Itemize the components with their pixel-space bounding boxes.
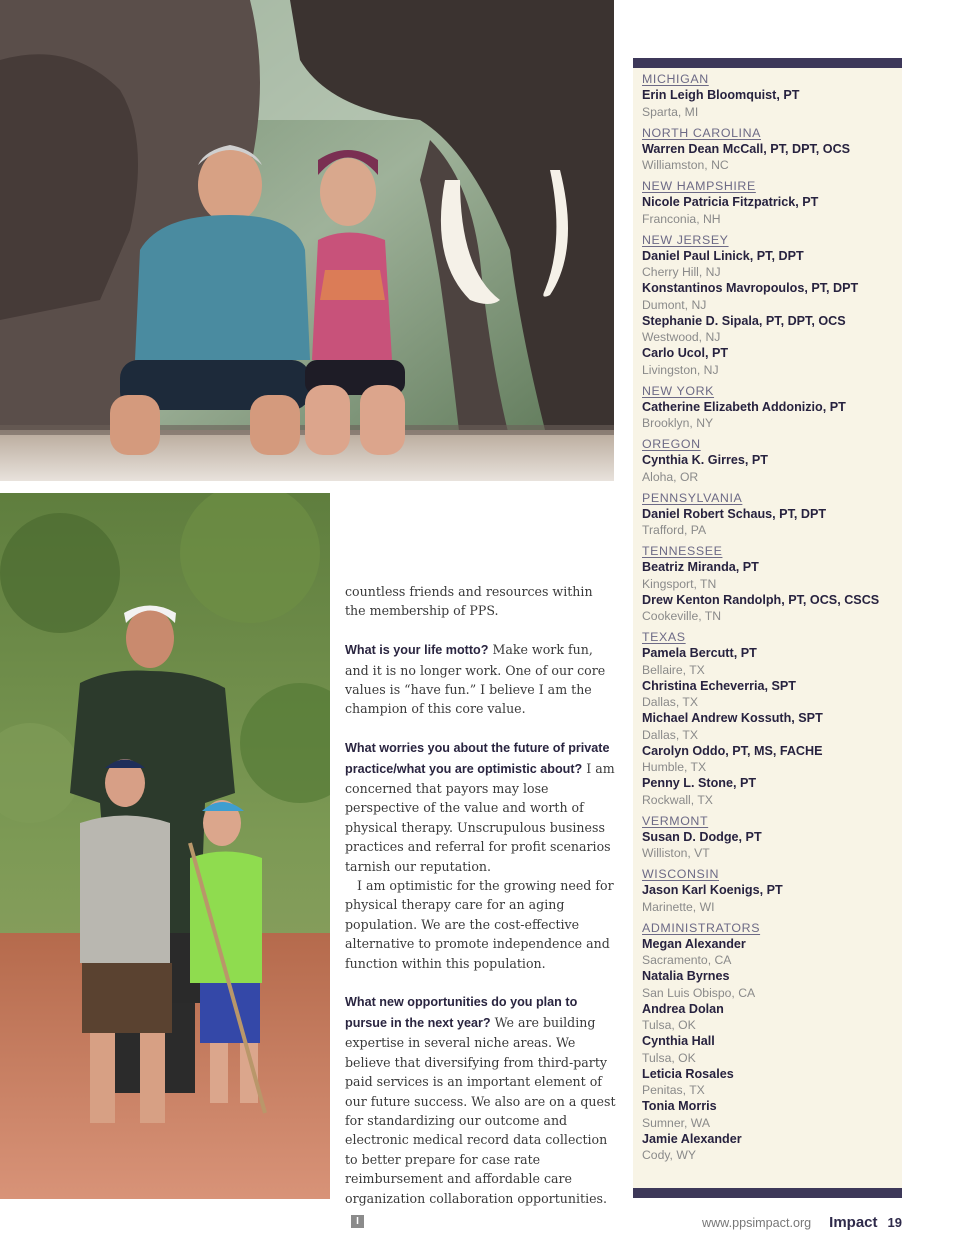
state-heading: PENNSYLVANIA (642, 490, 743, 505)
member-name: Carlo Ucol, PT (642, 346, 729, 360)
member-location: Humble, TX (642, 760, 707, 774)
photo-man-with-boys-hiking (0, 493, 330, 1199)
state-heading: NEW HAMPSHIRE (642, 179, 756, 193)
state-heading: OREGON (642, 437, 701, 451)
member-name: Cynthia Hall (642, 1034, 715, 1048)
member-list (642, 71, 898, 1163)
member-location: Sumner, WA (642, 1115, 710, 1130)
state-heading: ADMINISTRATORS (642, 920, 761, 935)
member-name: Beatriz Miranda, PT (642, 560, 759, 574)
member-name: Daniel Paul Linick, PT, DPT (642, 248, 804, 263)
page-footer (702, 1214, 902, 1231)
state-heading: TEXAS (642, 630, 686, 644)
member-name: Pamela Bercutt, PT (642, 646, 757, 660)
answer-text: We are building expertise in several niche areas. We believe that diversifying from third-party paid services is an important element of our future success. We also are on a quest for standardizing our outcome and electronic medical record data collection to better prepare for case rate reimbursement and affordable care organization collaboration opportunities. (345, 1014, 616, 1206)
member-location: Cody, WY (642, 1148, 696, 1162)
member-location: Dallas, TX (642, 695, 698, 709)
member-location: Marinette, WI (642, 899, 715, 914)
member-location: Rockwall, TX (642, 792, 713, 807)
member-location: Sacramento, CA (642, 953, 732, 967)
question-heading: What is your life motto? (345, 643, 489, 658)
member-name: Megan Alexander (642, 936, 746, 951)
member-location: Dallas, TX (642, 727, 698, 742)
footer-brand: Impact (829, 1214, 878, 1231)
member-name: Leticia Rosales (642, 1066, 734, 1081)
state-heading: NEW JERSEY (642, 232, 729, 247)
member-name: Penny L. Stone, PT (642, 776, 757, 790)
new-members-sidebar (633, 58, 902, 1198)
state-heading: NORTH CAROLINA (642, 125, 762, 140)
member-name: Daniel Robert Schaus, PT, DPT (642, 506, 827, 521)
sidebar-top-bar (633, 58, 902, 68)
article-column (345, 582, 617, 1228)
article-paragraph: countless friends and resources within the membership of PPS. (345, 584, 593, 619)
answer-text: I am concerned that payors may lose perspective of the value and worth of physical therapy. Unscrupulous business practices and referral for profit scenarios tarnish our reputation. (345, 760, 615, 874)
member-name: Erin Leigh Bloomquist, PT (642, 88, 800, 102)
member-name: Susan D. Dodge, PT (642, 829, 762, 844)
member-location: Cherry Hill, NJ (642, 265, 721, 279)
state-heading: TENNESSEE (642, 544, 723, 558)
member-name: Natalia Byrnes (642, 969, 730, 983)
member-location: Bellaire, TX (642, 662, 705, 677)
member-location: Williamston, NC (642, 158, 729, 172)
member-name: Drew Kenton Randolph, PT, OCS, CSCS (642, 592, 880, 607)
member-location: Sparta, MI (642, 104, 699, 119)
member-location: Trafford, PA (642, 523, 707, 537)
member-name: Christina Echeverria, SPT (642, 678, 796, 693)
member-name: Carolyn Oddo, PT, MS, FACHE (642, 743, 823, 758)
member-location: Franconia, NH (642, 211, 721, 226)
member-name: Jamie Alexander (642, 1131, 742, 1146)
member-location: Tulsa, OK (642, 1050, 696, 1065)
member-location: Livingston, NJ (642, 362, 719, 377)
member-location: Tulsa, OK (642, 1018, 696, 1032)
member-location: Penitas, TX (642, 1083, 705, 1097)
answer-text: Make work fun, and it is no longer work. One of our core values is “have fun.” I believe I am the champion of this core value. (345, 642, 606, 717)
member-location: Brooklyn, NY (642, 416, 714, 430)
member-name: Nicole Patricia Fitzpatrick, PT (642, 195, 819, 209)
member-location: Williston, VT (642, 846, 710, 860)
question-heading: What new opportunities do you plan to pursue in the next year? (345, 995, 578, 1030)
member-name: Catherine Elizabeth Addonizio, PT (642, 399, 846, 414)
member-name: Cynthia K. Girres, PT (642, 453, 768, 467)
question-heading: What worries you about the future of private practice/what you are optimistic about? (345, 741, 610, 776)
photo-couple-with-elephants (0, 0, 614, 481)
sidebar-bottom-bar (633, 1188, 902, 1198)
end-of-article-icon: I (351, 1215, 364, 1228)
state-heading: NEW YORK (642, 383, 715, 398)
state-heading: VERMONT (642, 813, 709, 828)
member-name: Warren Dean McCall, PT, DPT, OCS (642, 141, 851, 156)
state-heading: MICHIGAN (642, 72, 709, 86)
member-location: Aloha, OR (642, 469, 699, 484)
state-heading: WISCONSIN (642, 867, 719, 881)
article-paragraph: I am optimistic for the growing need for physical therapy care for an aging population. We are the cost-effective alternative to promote independence and function within this population. (345, 878, 614, 971)
member-location: Westwood, NJ (642, 330, 721, 344)
member-name: Jason Karl Koenigs, PT (642, 883, 783, 897)
member-location: Dumont, NJ (642, 297, 707, 312)
member-location: Cookeville, TN (642, 609, 722, 623)
member-name: Tonia Morris (642, 1099, 717, 1113)
article-paragraph (345, 738, 617, 876)
article-paragraph (345, 992, 617, 1227)
member-name: Michael Andrew Kossuth, SPT (642, 711, 823, 725)
member-name: Stephanie D. Sipala, PT, DPT, OCS (642, 313, 846, 328)
member-name: Konstantinos Mavropoulos, PT, DPT (642, 281, 859, 295)
member-name: Andrea Dolan (642, 1001, 724, 1016)
article-paragraph (345, 640, 617, 719)
member-location: San Luis Obispo, CA (642, 985, 756, 1000)
member-location: Kingsport, TN (642, 576, 717, 591)
footer-url: www.ppsimpact.org (701, 1216, 812, 1230)
page-number: 19 (887, 1215, 902, 1230)
